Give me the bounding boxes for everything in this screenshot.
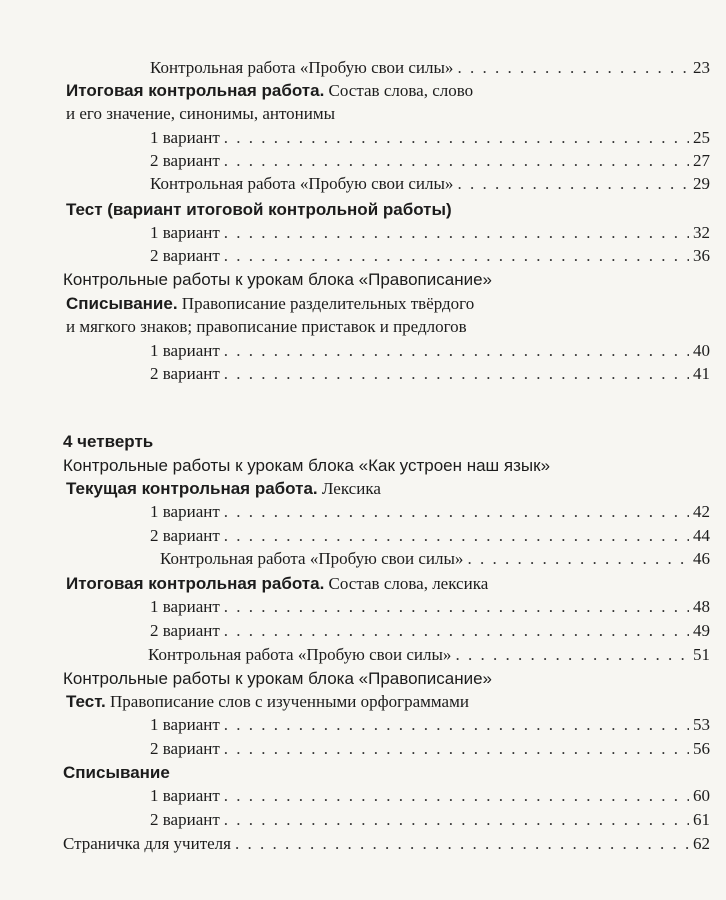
toc-entry-label: Страничка для учителя: [63, 834, 231, 853]
toc-entry-label: 1 вариант: [150, 341, 220, 360]
leader-dots: [224, 595, 689, 619]
leader-dots: [224, 713, 689, 737]
section-heading: [66, 572, 706, 596]
section-heading: [66, 79, 706, 103]
quarter-heading: 4 четверть: [63, 432, 154, 451]
section-heading-line2: и мягкого знаков; правописание приставок и предлогов: [66, 317, 467, 336]
leader-dots: [224, 244, 689, 268]
toc-page-number: 60: [693, 786, 710, 805]
toc-entry-label: Контрольная работа «Пробую свои силы»: [150, 174, 454, 193]
leader-dots: [224, 339, 689, 363]
leader-dots: [457, 56, 689, 80]
section-title-rest: Состав слова, лексика: [324, 574, 489, 593]
toc-entry[interactable]: [150, 524, 710, 548]
toc-entry[interactable]: [150, 126, 710, 150]
toc-page-number: 53: [693, 715, 710, 734]
block-heading: Контрольные работы к урокам блока «Правописание»: [63, 270, 492, 289]
section-title-bold: Итоговая контрольная работа.: [66, 574, 325, 593]
block-heading: Контрольные работы к урокам блока «Правописание»: [63, 669, 492, 688]
section-title-bold: Тест.: [66, 692, 106, 711]
toc-page-number: 44: [693, 526, 710, 545]
section-title-bold: Списывание.: [66, 294, 178, 313]
toc-entry[interactable]: [150, 713, 710, 737]
leader-dots: [224, 149, 689, 173]
leader-dots: [224, 126, 689, 150]
toc-page-number: 51: [693, 645, 710, 664]
toc-entry[interactable]: [150, 172, 710, 196]
toc-page-number: 40: [693, 341, 710, 360]
toc-entry-label: 2 вариант: [150, 526, 220, 545]
section-title-rest: Состав слова, слово: [324, 81, 474, 100]
toc-page-number: 49: [693, 621, 710, 640]
toc-entry[interactable]: [150, 244, 710, 268]
toc-page-number: 23: [693, 58, 710, 77]
leader-dots: [224, 221, 689, 245]
section-title-bold: Списывание: [63, 763, 170, 782]
toc-entry[interactable]: [150, 339, 710, 363]
toc-entry[interactable]: [150, 56, 710, 80]
toc-page-number: 25: [693, 128, 710, 147]
toc-page-number: 48: [693, 597, 710, 616]
leader-dots: [235, 832, 689, 856]
leader-dots: [457, 172, 689, 196]
toc-entry[interactable]: [160, 547, 710, 571]
toc-entry-label: 1 вариант: [150, 128, 220, 147]
toc-entry-label: 1 вариант: [150, 715, 220, 734]
toc-page-number: 42: [693, 502, 710, 521]
section-heading: [66, 477, 706, 501]
toc-page-number: 36: [693, 246, 710, 265]
leader-dots: [224, 362, 689, 386]
toc-entry-label: Контрольная работа «Пробую свои силы»: [148, 645, 452, 664]
toc-page-number: 27: [693, 151, 710, 170]
toc-entry-label: 2 вариант: [150, 739, 220, 758]
block-heading: Контрольные работы к урокам блока «Как устроен наш язык»: [63, 456, 551, 475]
toc-entry[interactable]: [150, 221, 710, 245]
toc-entry-label: Контрольная работа «Пробую свои силы»: [150, 58, 454, 77]
toc-entry-label: 2 вариант: [150, 151, 220, 170]
toc-entry-label: Контрольная работа «Пробую свои силы»: [160, 549, 464, 568]
section-heading: [66, 690, 706, 714]
toc-entry-label: 2 вариант: [150, 364, 220, 383]
toc-page-number: 29: [693, 174, 710, 193]
section-heading: [66, 198, 706, 222]
leader-dots: [224, 808, 689, 832]
section-heading: [63, 761, 703, 785]
toc-entry-label: 2 вариант: [150, 246, 220, 265]
toc-entry[interactable]: [150, 500, 710, 524]
toc-page-number: 56: [693, 739, 710, 758]
leader-dots: [224, 524, 689, 548]
toc-page-number: 32: [693, 223, 710, 242]
toc-entry-label: 2 вариант: [150, 621, 220, 640]
toc-page-number: 46: [693, 549, 710, 568]
toc-page-number: 61: [693, 810, 710, 829]
toc-entry-label: 2 вариант: [150, 810, 220, 829]
leader-dots: [467, 547, 689, 571]
toc-entry-label: 1 вариант: [150, 502, 220, 521]
toc-entry[interactable]: [150, 362, 710, 386]
toc-entry[interactable]: [150, 784, 710, 808]
toc-entry[interactable]: [150, 737, 710, 761]
section-title-bold: Текущая контрольная работа.: [66, 479, 318, 498]
toc-entry-label: 1 вариант: [150, 223, 220, 242]
toc-entry[interactable]: [150, 149, 710, 173]
section-title-rest: Лексика: [317, 479, 381, 498]
toc-entry[interactable]: [63, 832, 710, 856]
toc-entry[interactable]: [150, 808, 710, 832]
toc-entry[interactable]: [148, 643, 710, 667]
section-title-rest: Правописание слов с изученными орфограммами: [105, 692, 469, 711]
toc-page-number: 41: [693, 364, 710, 383]
toc-entry[interactable]: [150, 619, 710, 643]
toc-page-number: 62: [693, 834, 710, 853]
section-heading-line2: и его значение, синонимы, антонимы: [66, 104, 336, 123]
leader-dots: [224, 784, 689, 808]
leader-dots: [455, 643, 689, 667]
leader-dots: [224, 619, 689, 643]
leader-dots: [224, 500, 689, 524]
toc-entry-label: 1 вариант: [150, 597, 220, 616]
leader-dots: [224, 737, 689, 761]
toc-entry-label: 1 вариант: [150, 786, 220, 805]
section-title-rest: Правописание разделительных твёрдого: [177, 294, 475, 313]
section-title-bold: Итоговая контрольная работа.: [66, 81, 325, 100]
section-title-bold: Тест (вариант итоговой контрольной работы): [66, 200, 452, 219]
section-heading: [66, 292, 706, 316]
toc-entry[interactable]: [150, 595, 710, 619]
